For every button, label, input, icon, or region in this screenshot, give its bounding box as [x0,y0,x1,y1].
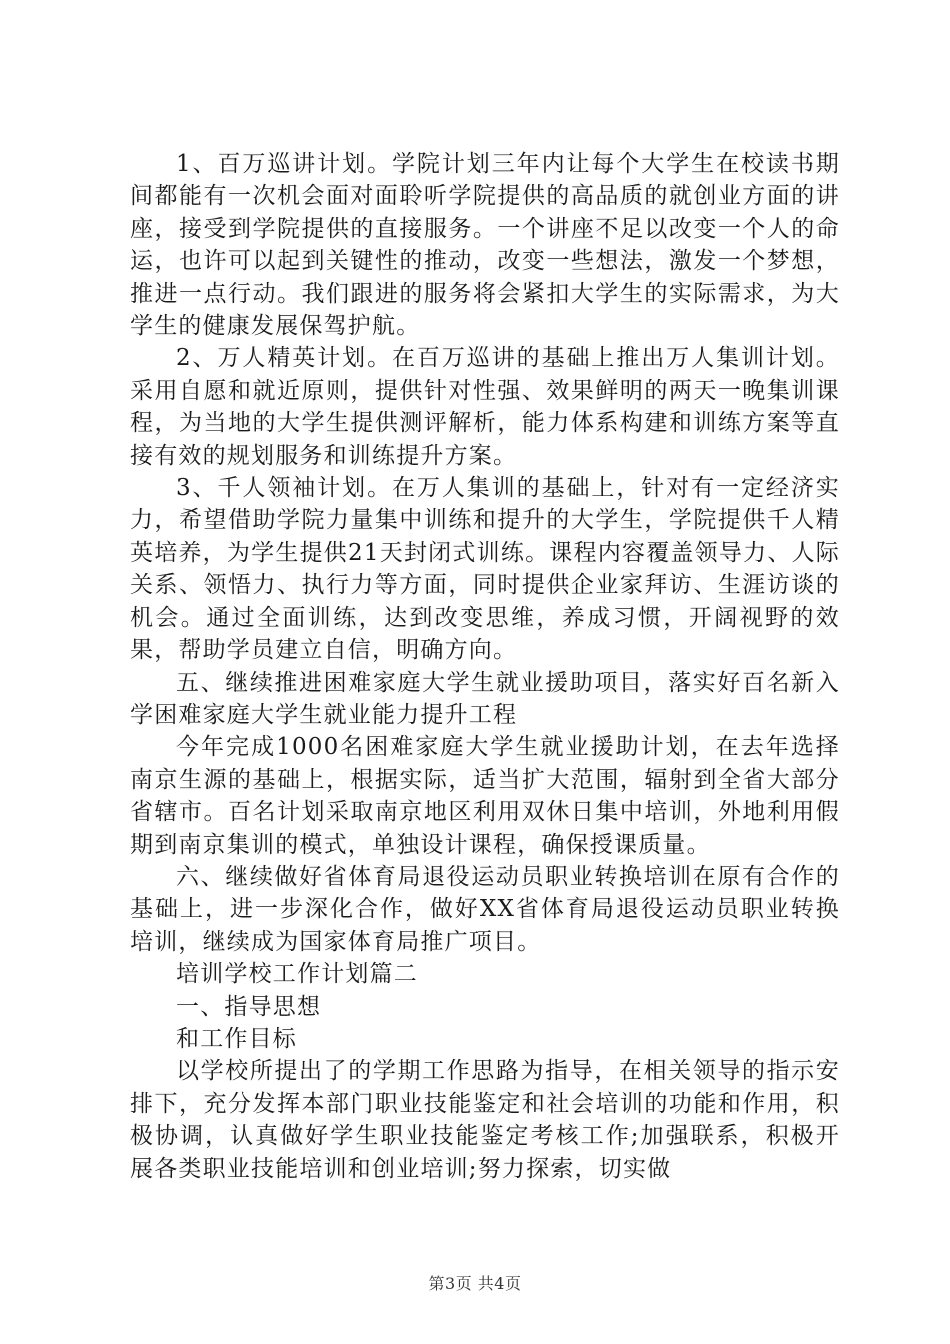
paragraph: 2、万人精英计划。在百万巡讲的基础上推出万人集训计划。采用自愿和就近原则，提供针对性强、效果鲜明的两天一晚集训课程，为当地的大学生提供测评解析，能力体系构建和训练方案等直接有效的规划服务和训练提升方案。 [130,345,840,469]
paragraph: 六、继续做好省体育局退役运动员职业转换培训在原有合作的基础上，进一步深化合作，做好XX省体育局退役运动员职业转换培训，继续成为国家体育局推广项目。 [130,863,840,955]
page-number-footer: 第3页 共4页 [428,1274,522,1293]
subheading: 一、指导思想 [176,993,322,1020]
subheading: 和工作目标 [176,1025,297,1052]
paragraph: 五、继续推进困难家庭大学生就业援助项目，落实好百名新入学困难家庭大学生就业能力提升工程 [130,669,840,728]
paragraph: 今年完成1000名困难家庭大学生就业援助计划，在去年选择南京生源的基础上，根据实际，适当扩大范围，辐射到全省大部分省辖市。百名计划采取南京地区利用双休日集中培训，外地利用假期到南京集训的模式，单独设计课程，确保授课质量。 [130,734,840,858]
paragraph: 3、千人领袖计划。在万人集训的基础上，针对有一定经济实力，希望借助学院力量集中训练和提升的大学生，学院提供千人精英培养，为学生提供21天封闭式训练。课程内容覆盖领导力、人际关系、领悟力、执行力等方面，同时提供企业家拜访、生涯访谈的机会。通过全面训练，达到改变思维，养成习惯，开阔视野的效果，帮助学员建立自信，明确方向。 [130,475,840,664]
paragraph: 以学校所提出了的学期工作思路为指导，在相关领导的指示安排下，充分发挥本部门职业技能鉴定和社会培训的功能和作用，积极协调，认真做好学生职业技能鉴定考核工作;加强联系，积极开展各类职业技能培训和创业培训;努力探索，切实做 [130,1058,840,1182]
paragraph: 1、百万巡讲计划。学院计划三年内让每个大学生在校读书期间都能有一次机会面对面聆听学院提供的高品质的就创业方面的讲座，接受到学院提供的直接服务。一个讲座不足以改变一个人的命运，也许可以起到关键性的推动，改变一些想法，激发一个梦想，推进一点行动。我们跟进的服务将会紧扣大学生的实际需求，为大学生的健康发展保驾护航。 [130,151,840,340]
section-title: 培训学校工作计划篇二 [176,961,418,988]
body-text [130,148,840,1185]
